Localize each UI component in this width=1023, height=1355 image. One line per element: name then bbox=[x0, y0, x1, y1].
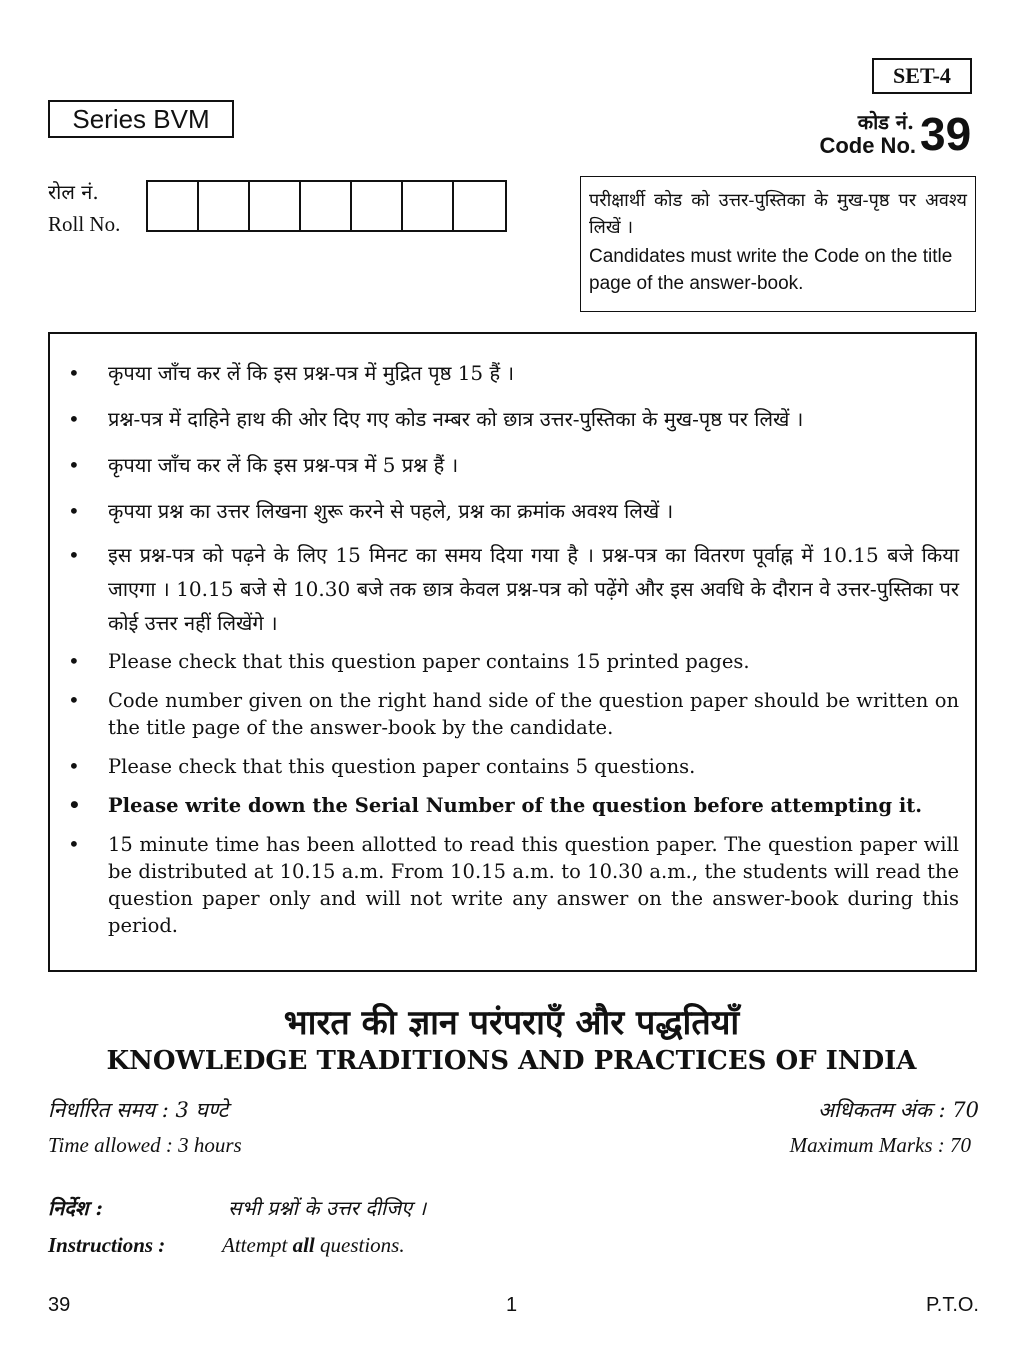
series-label: Series BVM bbox=[48, 100, 234, 138]
directions-text-hindi: सभी प्रश्नों के उत्तर दीजिए । bbox=[228, 1196, 427, 1220]
instruction-hi-4: • कृपया प्रश्न का उत्तर लिखना शुरू करने से पहले, प्रश्न का क्रमांक अवश्य लिखें । bbox=[66, 494, 959, 528]
instructions-text-bold: all bbox=[292, 1233, 315, 1257]
code-number: 39 bbox=[920, 108, 972, 160]
title-hindi: भारत की ज्ञान परंपराएँ और पद्धतियाँ bbox=[283, 1003, 740, 1043]
roll-number-box bbox=[403, 182, 454, 230]
instructions-label-english: Instructions : bbox=[48, 1233, 166, 1257]
instruction-hi-3: • कृपया जाँच कर लें कि इस प्रश्न-पत्र में 5 प्रश्न हैं । bbox=[66, 448, 959, 482]
roll-number-box bbox=[301, 182, 352, 230]
roll-label-english: Roll No. bbox=[48, 212, 121, 236]
footer-pto: P.T.O. bbox=[926, 1294, 979, 1316]
roll-number-box bbox=[250, 182, 301, 230]
roll-number-box bbox=[148, 182, 199, 230]
instruction-en-1: • Please check that this question paper contains 15 printed pages. bbox=[66, 648, 959, 675]
instruction-hi-2: • प्रश्न-पत्र में दाहिने हाथ की ओर दिए गए कोड नम्बर को छात्र उत्तर-पुस्तिका के मुख-पृष्ठ पर लिखें । bbox=[66, 402, 959, 436]
code-label-hindi: कोड नं. bbox=[857, 110, 914, 134]
instruction-en-3: • Please check that this question paper contains 5 questions. bbox=[66, 753, 959, 780]
instruction-hi-5: • इस प्रश्न-पत्र को पढ़ने के लिए 15 मिनट का समय दिया गया है । प्रश्न-पत्र का वितरण पूर्वाह्न में 10.15 बजे किया जाएगा । 10.15 बजे से 10.30 बजे तक छात्र केवल प्रश्न-पत्र को पढ़ेंगे और इस अवधि के दौरान वे उत्तर-पुस्तिका पर कोई उत्तर नहीं लिखेंगे । bbox=[66, 538, 959, 640]
code-label-english: Code No. bbox=[819, 133, 916, 158]
instruction-en-2: • Code number given on the right hand side of the question paper should be written on the title page of the answer-book by the candidate. bbox=[66, 687, 959, 741]
instructions-text-english bbox=[222, 1233, 405, 1258]
roll-number-box bbox=[454, 182, 505, 230]
time-allowed-hindi: निर्धारित समय : 3 घण्टे bbox=[48, 1098, 229, 1122]
roll-number-boxes bbox=[146, 180, 507, 232]
roll-number-box bbox=[199, 182, 250, 230]
set-label: SET-4 bbox=[872, 58, 972, 94]
directions-label-hindi: निर्देश : bbox=[48, 1196, 103, 1220]
maximum-marks-hindi: अधिकतम अंक : 70 bbox=[817, 1098, 979, 1122]
footer-page-number: 1 bbox=[505, 1294, 518, 1316]
roll-label-hindi: रोल नं. bbox=[48, 180, 99, 204]
code-notice-box bbox=[580, 176, 976, 312]
maximum-marks-english: Maximum Marks : 70 bbox=[789, 1133, 971, 1157]
instructions-text-post: questions. bbox=[320, 1233, 405, 1257]
time-allowed-english: Time allowed : 3 hours bbox=[48, 1133, 242, 1157]
footer-code: 39 bbox=[48, 1294, 71, 1316]
instructions-text-pre: Attempt bbox=[222, 1233, 288, 1257]
code-notice-english: Candidates must write the Code on the title page of the answer-book. bbox=[589, 246, 953, 294]
title-english: KNOWLEDGE TRADITIONS AND PRACTICES OF INDIA bbox=[106, 1046, 917, 1076]
roll-number-box bbox=[352, 182, 403, 230]
general-instructions-box bbox=[48, 332, 977, 972]
instruction-hi-1: • कृपया जाँच कर लें कि इस प्रश्न-पत्र में मुद्रित पृष्ठ 15 हैं । bbox=[66, 356, 959, 390]
code-notice-hindi: परीक्षार्थी कोड को उत्तर-पुस्तिका के मुख-पृष्ठ पर अवश्य लिखें । bbox=[589, 190, 967, 238]
instruction-en-4: • Please write down the Serial Number of the question before attempting it. bbox=[66, 792, 959, 819]
instruction-en-5: • 15 minute time has been allotted to read this question paper. The question paper will be distributed at 10.15 a.m. From 10.15 a.m. to 10.30 a.m., the students will read the question paper only and will not write any answer on the answer-book during this period. bbox=[66, 831, 959, 939]
